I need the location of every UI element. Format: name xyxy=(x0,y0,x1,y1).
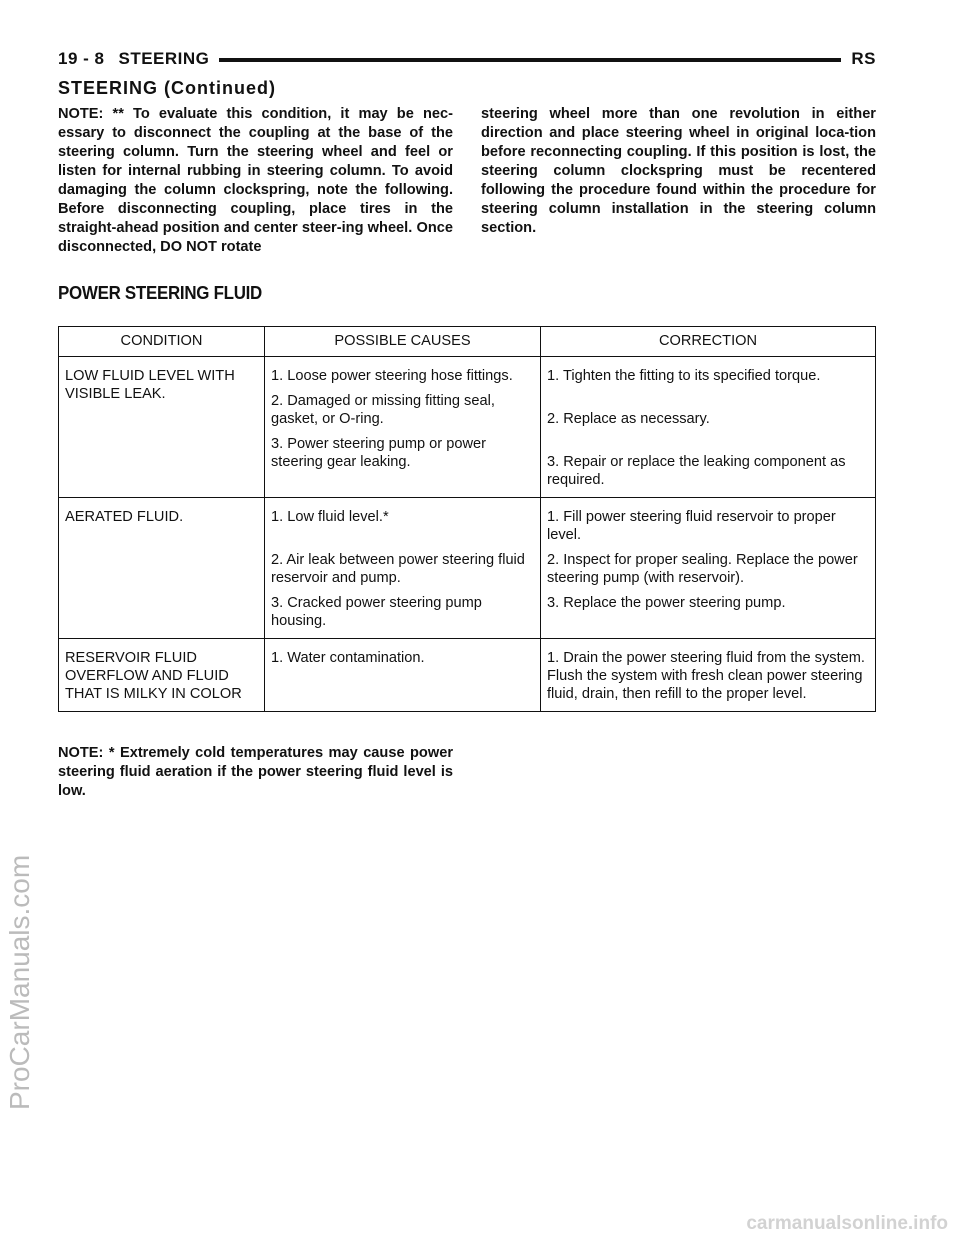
correction-item: 1. Fill power steering fluid reservoir to proper level. xyxy=(547,509,836,543)
cause-item: 2. Air leak between power steering fluid reservoir and pump. xyxy=(271,552,525,586)
header-section-name: STEERING xyxy=(118,49,210,68)
header-model-code: RS xyxy=(851,49,876,68)
correction-cell xyxy=(541,357,876,498)
cause-item: 2. Damaged or missing fitting seal, gasket, or O-ring. xyxy=(271,393,495,427)
header-correction: CORRECTION xyxy=(541,327,876,357)
table-row xyxy=(59,639,876,712)
header-condition: CONDITION xyxy=(59,327,265,357)
causes-cell xyxy=(265,357,541,498)
section-title: POWER STEERING FLUID xyxy=(58,283,262,303)
footnote: NOTE: * Extremely cold temperatures may cause power steering fluid aeration if the power steering fluid level is low. xyxy=(58,745,453,799)
correction-item: 2. Inspect for proper sealing. Replace the power steering pump (with reservoir). xyxy=(547,552,858,586)
correction-cell xyxy=(541,639,876,712)
note-column-right: steering wheel more than one revolution in either direction and place steering wheel in original loca-tion before reconnecting coupling. If this position is lost, the steering column clockspring must be recentered following the procedure found within the procedure for steering column installation in the steering column section. xyxy=(481,106,876,236)
causes-cell xyxy=(265,639,541,712)
continued-heading: STEERING (Continued) xyxy=(58,78,276,98)
page-header xyxy=(58,44,876,74)
correction-item: 1. Drain the power steering fluid from the system. Flush the system with fresh clean power steering fluid, drain, then refill to the proper level. xyxy=(547,650,865,702)
cause-item: 1. Low fluid level.* xyxy=(271,509,389,525)
cause-item: 3. Power steering pump or power steering gear leaking. xyxy=(271,436,486,470)
correction-item: 2. Replace as necessary. xyxy=(547,411,710,427)
table-row xyxy=(59,498,876,639)
table-header-row xyxy=(59,327,876,357)
cause-item: 1. Loose power steering hose fittings. xyxy=(271,368,513,384)
condition-cell: LOW FLUID LEVEL WITH VISIBLE LEAK. xyxy=(59,357,265,498)
correction-item: 1. Tighten the fitting to its specified torque. xyxy=(547,368,821,384)
watermark-side: ProCarManuals.com xyxy=(4,854,35,1110)
header-rule xyxy=(219,58,841,62)
condition-cell: AERATED FLUID. xyxy=(59,498,265,639)
note-block xyxy=(58,105,876,257)
diagnosis-table xyxy=(58,326,876,712)
table-row xyxy=(59,357,876,498)
page-number: 19 - 8 xyxy=(58,49,105,68)
correction-item: 3. Replace the power steering pump. xyxy=(547,595,786,611)
note-column-left: NOTE: ** To evaluate this condition, it may be nec-essary to disconnect the coupling at the base of the steering column. Turn the steering wheel and feel or listen for internal rubbing in steering column. To avoid damaging the column clockspring, note the following. Before disconnecting coupling, place tires in the straight-ahead position and center steer-ing wheel. Once disconnected, DO NOT rotate xyxy=(58,106,453,255)
correction-item: 3. Repair or replace the leaking component as required. xyxy=(547,454,846,488)
causes-cell xyxy=(265,498,541,639)
header-possible-causes: POSSIBLE CAUSES xyxy=(265,327,541,357)
condition-cell: RESERVOIR FLUID OVERFLOW AND FLUID THAT IS MILKY IN COLOR xyxy=(59,639,265,712)
watermark-bottom: carmanualsonline.info xyxy=(746,1213,948,1234)
correction-cell xyxy=(541,498,876,639)
cause-item: 1. Water contamination. xyxy=(271,650,425,666)
cause-item: 3. Cracked power steering pump housing. xyxy=(271,595,482,629)
